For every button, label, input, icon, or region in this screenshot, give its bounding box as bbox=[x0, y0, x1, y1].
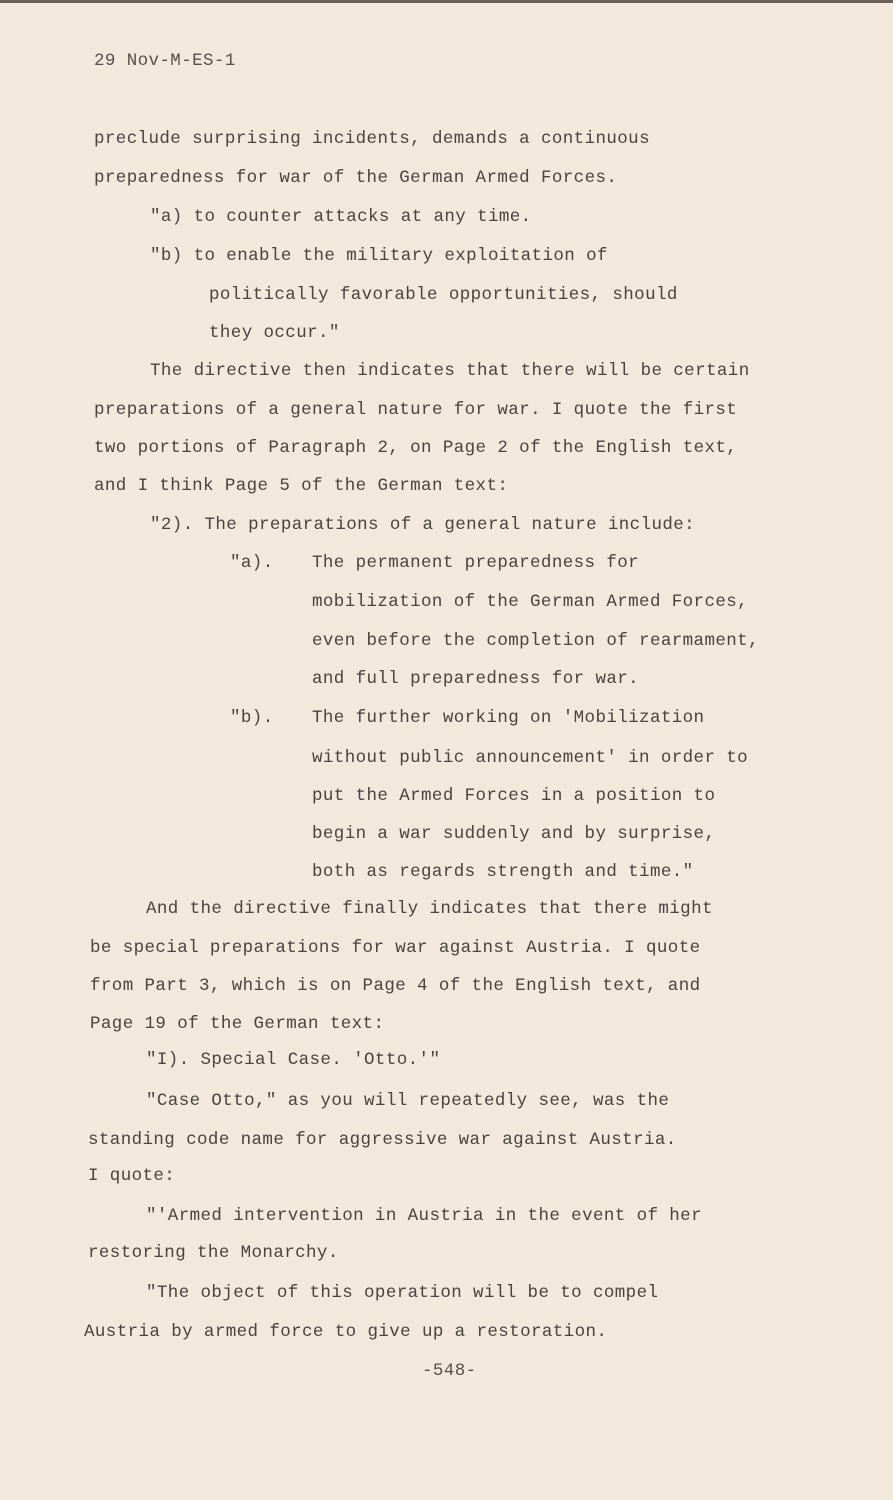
text-line: preclude surprising incidents, demands a continuous bbox=[94, 129, 650, 149]
text-line: be special preparations for war against Austria. I quote bbox=[90, 938, 701, 958]
text-line: I quote: bbox=[88, 1166, 176, 1186]
text-line: And the directive finally indicates that there might bbox=[146, 899, 713, 919]
text-line: "Case Otto," as you will repeatedly see, was the bbox=[146, 1091, 670, 1111]
text-line: Austria by armed force to give up a restoration. bbox=[84, 1322, 608, 1342]
text-line: "I). Special Case. 'Otto.'" bbox=[146, 1050, 441, 1070]
text-line: begin a war suddenly and by surprise, bbox=[312, 824, 716, 844]
page-reference: 29 Nov-M-ES-1 bbox=[94, 51, 236, 71]
text-line: The permanent preparedness for bbox=[312, 553, 640, 573]
text-line: standing code name for aggressive war against Austria. bbox=[88, 1130, 677, 1150]
text-line: "a) to counter attacks at any time. bbox=[150, 207, 532, 227]
text-line: and I think Page 5 of the German text: bbox=[94, 476, 509, 496]
text-line: Page 19 of the German text: bbox=[90, 1014, 385, 1034]
text-line: and full preparedness for war. bbox=[312, 669, 640, 689]
text-line: even before the completion of rearmament, bbox=[312, 631, 759, 651]
text-line: The directive then indicates that there will be certain bbox=[150, 361, 750, 381]
text-line: "b). bbox=[230, 708, 274, 728]
text-line: from Part 3, which is on Page 4 of the English text, and bbox=[90, 976, 701, 996]
text-line: restoring the Monarchy. bbox=[88, 1243, 339, 1263]
page-number: -548- bbox=[422, 1361, 477, 1381]
text-line: The further working on 'Mobilization bbox=[312, 708, 705, 728]
text-line: they occur." bbox=[209, 323, 340, 343]
text-line: mobilization of the German Armed Forces, bbox=[312, 592, 749, 612]
text-line: "The object of this operation will be to compel bbox=[146, 1283, 659, 1303]
text-line: both as regards strength and time." bbox=[312, 862, 694, 882]
text-line: politically favorable opportunities, should bbox=[209, 285, 678, 305]
text-line: preparations of a general nature for war. I quote the first bbox=[94, 400, 738, 420]
text-line: put the Armed Forces in a position to bbox=[312, 786, 716, 806]
text-line: "'Armed intervention in Austria in the event of her bbox=[146, 1206, 702, 1226]
text-line: without public announcement' in order to bbox=[312, 748, 749, 768]
text-line: preparedness for war of the German Armed Forces. bbox=[94, 168, 618, 188]
text-line: "a). bbox=[230, 553, 274, 573]
text-line: "2). The preparations of a general nature include: bbox=[150, 515, 696, 535]
text-line: two portions of Paragraph 2, on Page 2 of the English text, bbox=[94, 438, 738, 458]
text-line: "b) to enable the military exploitation of bbox=[150, 246, 608, 266]
